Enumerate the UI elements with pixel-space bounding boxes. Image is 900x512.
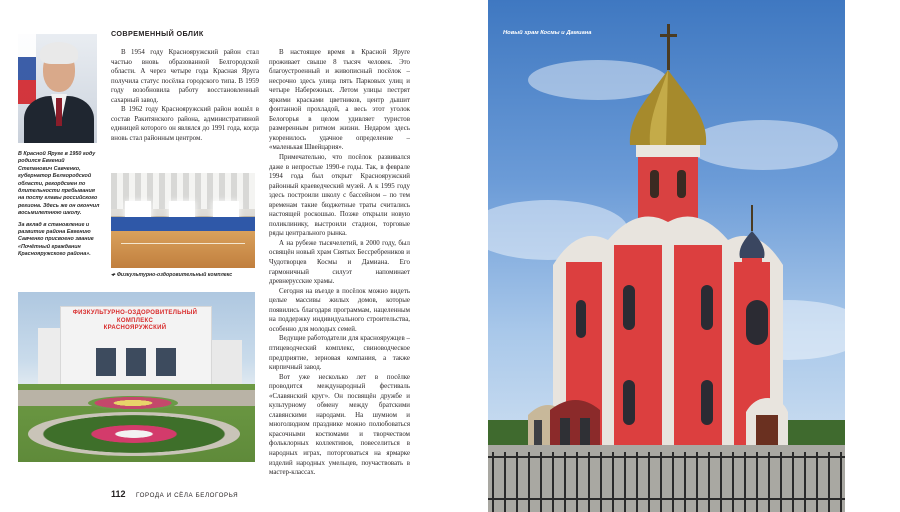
paragraph: Ведущие работодатели для краснояружцев – птицеводческий комплекс, свиноводческое предприятие, зерновая компания, а также кирпичный завод.	[269, 335, 410, 372]
page-margin	[845, 0, 900, 512]
photo-caption: Новый храм Космы и Дамиана	[503, 30, 592, 36]
gym-interior-photo	[111, 173, 255, 268]
flower-bed	[28, 412, 240, 456]
flag-graphic	[18, 34, 36, 104]
paragraph: Вот уже несколько лет в посёлке проводится международный фестиваль «Славянский круг». Он посвящён дружбе и культурному обмену между братскими славянскими народами. На шумном и многолюдном празднике можно полюбоваться красочными костюмами и творчеством фольклорных коллективов, повеселиться в народных играх, поторговаться на ярмарке изделий народных умельцев, поучаствовать в мастер-классах.	[269, 373, 410, 477]
gym-caption: ◂• Физкультурно-оздоровительный комплекс	[111, 272, 233, 278]
portrait-caption-paragraph: В Красной Яруге в 1950 году родился Евгений Степанович Савченко, губернатор Белгородской области, рекордсмен по длительности пребывания на посту главы российского региона. Здесь же он окончил восьмилетнюю школу.	[18, 151, 100, 217]
page-footer	[111, 484, 238, 502]
paragraph: В 1954 году Краснояружский район стал частью вновь образованной Белгородской области. А через четыре года Красная Яруга получила статус посёлка городского типа. В 1959 году возобновила работу восстановленный сахарный завод.	[111, 49, 259, 104]
text-column-left	[111, 48, 259, 143]
running-title: ГОРОДА И СЁЛА БЕЛОГОРЬЯ	[135, 492, 239, 499]
complex-sign: ФИЗКУЛЬТУРНО-ОЗДОРОВИТЕЛЬНЫЙ КОМПЛЕКС КРАСНОЯРУЖСКИЙ	[72, 310, 198, 331]
paragraph: В 1962 году Краснояружский район вошёл в состав Ракитянского района, административной единицей которого он являлся до 1991 года, когда вновь стал районным центром.	[111, 106, 259, 142]
church-illustration	[488, 0, 845, 512]
church-photo	[488, 0, 845, 512]
flower-bed	[88, 396, 178, 410]
section-heading: СОВРЕМЕННЫЙ ОБЛИК	[111, 29, 204, 38]
paragraph: Примечательно, что посёлок развивался даже в непростые 1990-е годы. Так, в феврале 1994 года был открыт Краснояружский районный краеведческий музей. А к 1995 году здесь построили школу с бассейном – по тем временам такие бюджетные траты считались настоящей роскошью. Позже открыли новую поликлинику, выстроили стадион, торговые ряды центрального рынка.	[269, 154, 410, 238]
paragraph: В настоящее время в Красной Яруге проживает свыше 8 тысяч человек. Это благоустроенный и живописный посёлок – несрочно здесь улица пять Парковых улиц и четыре Набережных. Летом улицы пестрят яркими красками цветников, центр дышит фонтанной прохладой, а весь этот уголок Белогорья в целом удивляет туристов размеренным ритмом жизни. Недаром здесь укоренилось удачное определение – «маленькая Швейцария».	[269, 49, 410, 152]
sports-complex-photo	[18, 292, 255, 462]
paragraph: Сегодня на въезде в посёлок можно видеть целые массивы жилых домов, которые появились благодаря программам, нацеленным на поддержку индивидуального строительства, особенно для молодых семей.	[269, 287, 410, 333]
governor-portrait	[18, 34, 97, 143]
text-column-right	[269, 48, 410, 478]
page-number: 112	[111, 489, 126, 499]
paragraph: А на рубеже тысячелетий, в 2000 году, был освящён новый храм Святых Бессребреников и Чудотворцев Космы и Дамиана. Его гармоничный силуэт напоминает древнерусские храмы.	[269, 239, 410, 286]
portrait-caption	[18, 151, 100, 263]
portrait-caption-paragraph: За вклад в становление и развитие района Евгению Савченко присвоено звание «Почётный гражданин Краснояружского района».	[18, 221, 94, 258]
